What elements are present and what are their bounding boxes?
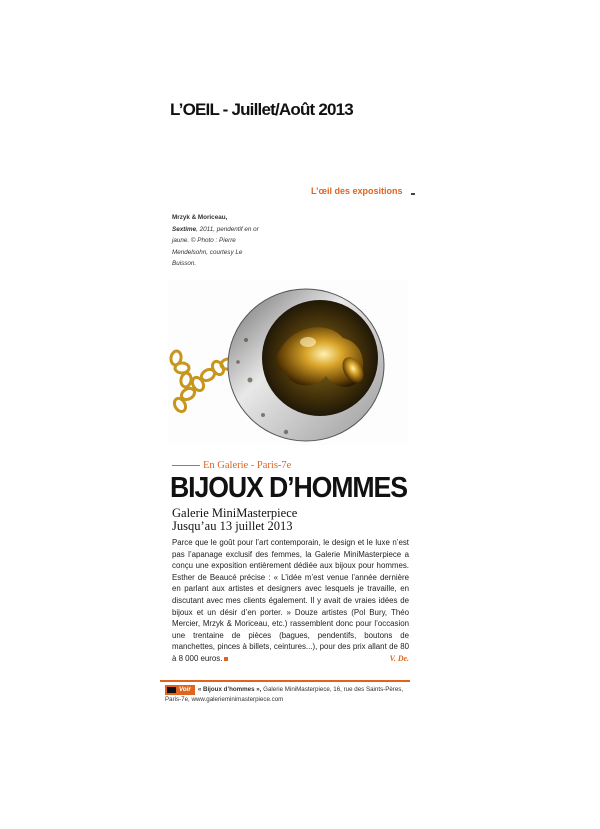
footer-info bbox=[165, 685, 415, 705]
caption-details: , 2011, pendentif en or jaune. © Photo : Pierre Mendelsohn, courtesy Le Buisson. bbox=[172, 225, 259, 267]
publication-header: L’OEIL - Juillet/Août 2013 bbox=[170, 100, 353, 119]
subhead-gallery: Galerie MiniMasterpiece bbox=[172, 506, 298, 520]
article-body bbox=[172, 537, 409, 665]
kicker bbox=[172, 460, 291, 471]
pendant-illustration bbox=[168, 280, 408, 445]
jewelry-photo bbox=[168, 280, 408, 445]
subhead-dates: Jusqu’au 13 juillet 2013 bbox=[172, 518, 293, 533]
article-body-text: Parce que le goût pour l’art contemporain, le design et le luxe n’est pas l’apanage exclusif des femmes, la Galerie MiniMasterpiece a conçu une exposition entièrement dédiée aux bijoux pour hommes. Esther de Beaucé précise : « L’idée m’est venue l’année dernière en parlant aux artistes et designers avec lesquels je travaille, en discutant avec mes clients également. Il y avait de vraies idées de bijoux et un désir d’en porter. » Douze artistes (Pol Bury, Théo Mercier, Mrzyk & Moriceau, etc.) rassemblent donc pour l’occasion une trentaine de pièces (bagues, pendentifs, boutons de manchettes, pinces à billets, ceintures...), pour des prix allant de 80 à 8 000 euros. bbox=[172, 538, 409, 663]
section-rule bbox=[411, 193, 415, 195]
photo-caption bbox=[172, 212, 262, 270]
caption-artist: Mrzyk & Moriceau, bbox=[172, 214, 228, 221]
end-mark bbox=[224, 657, 228, 661]
article-subhead bbox=[172, 507, 297, 532]
kicker-text: En Galerie - Paris-7e bbox=[203, 460, 292, 471]
author-signature: V. De. bbox=[389, 653, 409, 663]
exhibition-name: « Bijoux d’hommes », bbox=[197, 686, 262, 693]
section-tag: L’œil des expositions bbox=[311, 186, 403, 196]
footer-rule bbox=[160, 680, 410, 682]
article-headline: BIJOUX D’HOMMES bbox=[170, 472, 407, 504]
kicker-line bbox=[172, 465, 200, 466]
chain bbox=[170, 350, 236, 413]
voir-label: Voir bbox=[165, 685, 195, 695]
caption-title: Sextime bbox=[172, 225, 197, 233]
exhibition-address: Galerie MiniMasterpiece, 16, rue des Saints-Pères, Paris-7e, www.galerieminimasterpiece.com bbox=[165, 686, 404, 703]
